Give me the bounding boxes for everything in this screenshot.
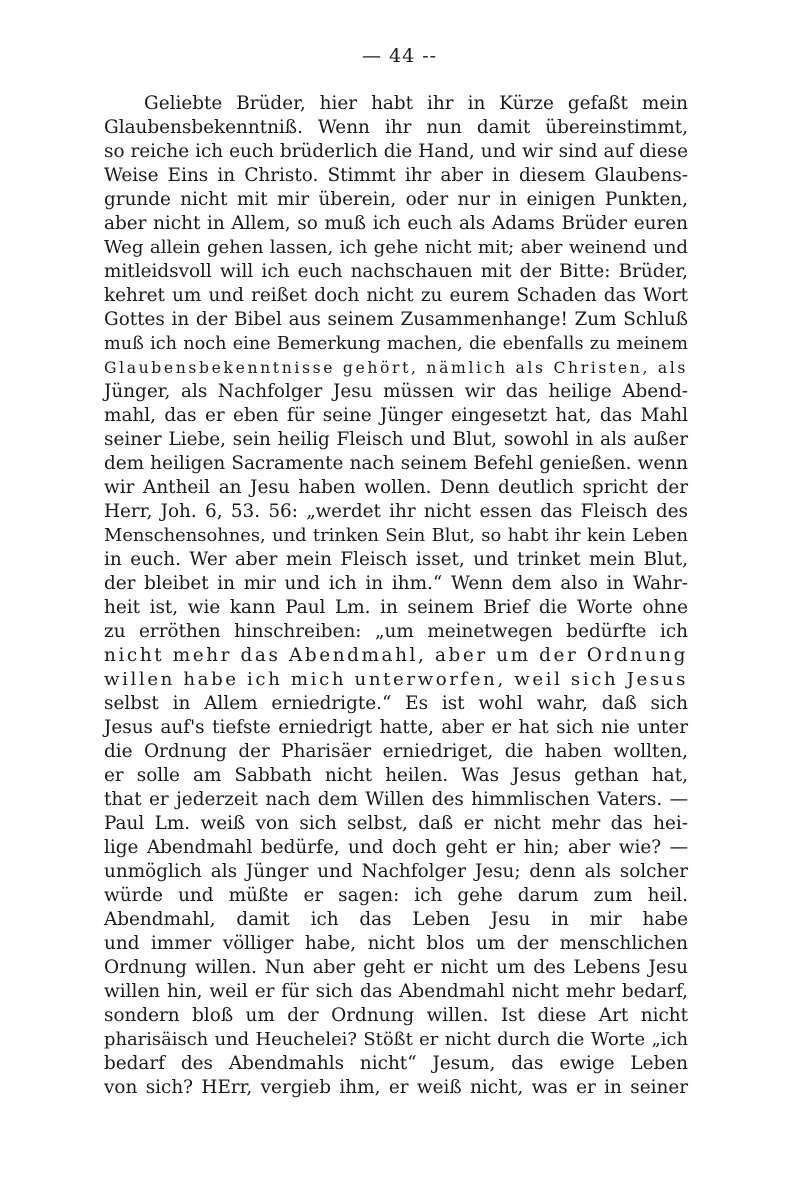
text-line: mitleidsvoll will ich euch nachschauen mit der Bitte: Brüder, <box>104 261 688 282</box>
text-line: selbst in Allem erniedrigte.“ Es ist wohl wahr, daß sich <box>104 693 688 714</box>
text-line: muß ich noch eine Bemerkung machen, die ebenfalls zu meinem <box>104 334 688 354</box>
text-line: nicht mehr das Abendmahl, aber um der Ordnung <box>104 645 688 666</box>
text-line: Ordnung willen. Nun aber geht er nicht um des Lebens Jesu <box>104 957 688 978</box>
text-line: von sich? HErr, vergieb ihm, er weiß nicht, was er in seiner <box>104 1077 688 1098</box>
text-line: in euch. Wer aber mein Fleisch isset, und trinket mein Blut, <box>104 549 688 570</box>
text-line: so reiche ich euch brüderlich die Hand, und wir sind auf diese <box>104 141 688 162</box>
text-line: Jesus auf's tiefste erniedrigt hatte, aber er hat sich nie unter <box>104 717 688 738</box>
text-line: sondern bloß um der Ordnung willen. Ist diese Art nicht <box>104 1005 688 1026</box>
text-line: willen hin, weil er für sich das Abendmahl nicht mehr bedarf, <box>104 981 688 1002</box>
text-line: Geliebte Brüder, hier habt ihr in Kürze gefaßt mein <box>144 93 688 114</box>
page-number: — 44 -- <box>361 45 438 67</box>
text-line: würde und müßte er sagen: ich gehe darum zum heil. <box>104 885 688 906</box>
text-line: unmöglich als Jünger und Nachfolger Jesu; denn als solcher <box>104 861 688 882</box>
text-line: aber nicht in Allem, so muß ich euch als Adams Brüder euren <box>104 213 688 234</box>
text-line: that er jederzeit nach dem Willen des himmlischen Vaters. — <box>104 789 688 810</box>
text-line: zu erröthen hinschreiben: „um meinetwegen bedürfte ich <box>104 621 688 642</box>
text-line: Glaubensbekenntniß. Wenn ihr nun damit übereinstimmt, <box>104 117 688 138</box>
text-line: Menschensohnes, und trinken Sein Blut, so habt ihr kein Leben <box>104 525 688 546</box>
text-line: heit ist, wie kann Paul Lm. in seinem Brief die Worte ohne <box>104 597 688 618</box>
body-text <box>104 92 688 1100</box>
text-line: er solle am Sabbath nicht heilen. Was Jesus gethan hat, <box>104 765 688 786</box>
text-line: willen habe ich mich unterworfen, weil sich Jesus <box>104 669 688 690</box>
text-line: pharisäisch und Heuchelei? Stößt er nicht durch die Worte „ich <box>104 1029 688 1050</box>
text-line: Herr, Joh. 6, 53. 56: „werdet ihr nicht essen das Fleisch des <box>104 501 688 522</box>
text-line: Jünger, als Nachfolger Jesu müssen wir das heilige Abend- <box>104 381 688 402</box>
text-line: Weise Eins in Christo. Stimmt ihr aber in diesem Glaubens- <box>104 165 688 186</box>
text-line: kehret um und reißet doch nicht zu eurem Schaden das Wort <box>104 285 688 306</box>
text-line: der bleibet in mir und ich in ihm.“ Wenn dem also in Wahr- <box>104 573 688 594</box>
text-line: dem heiligen Sacramente nach seinem Befehl genießen. wenn <box>104 453 688 474</box>
text-line: grunde nicht mit mir überein, oder nur in einigen Punkten, <box>104 189 688 210</box>
text-line: und immer völliger habe, nicht blos um der menschlichen <box>104 933 688 954</box>
text-line: lige Abendmahl bedürfe, und doch geht er hin; aber wie? — <box>104 837 688 858</box>
text-line: Glaubensbekenntnisse gehört, nämlich als Christen, als <box>104 358 688 377</box>
text-line: Paul Lm. weiß von sich selbst, daß er nicht mehr das hei- <box>104 813 688 834</box>
text-line: Weg allein gehen lassen, ich gehe nicht mit; aber weinend und <box>104 237 688 258</box>
text-line: bedarf des Abendmahls nicht“ Jesum, das ewige Leben <box>104 1053 688 1074</box>
text-line: Gottes in der Bibel aus seinem Zusammenhange! Zum Schluß <box>104 309 688 330</box>
text-line: mahl, das er eben für seine Jünger eingesetzt hat, das Mahl <box>104 405 688 426</box>
text-line: die Ordnung der Pharisäer erniedriget, die haben wollten, <box>104 741 688 762</box>
text-line: wir Antheil an Jesu haben wollen. Denn deutlich spricht der <box>104 477 688 498</box>
text-line: Abendmahl, damit ich das Leben Jesu in mir habe <box>104 909 688 930</box>
text-line: seiner Liebe, sein heilig Fleisch und Blut, sowohl in als außer <box>104 429 688 450</box>
